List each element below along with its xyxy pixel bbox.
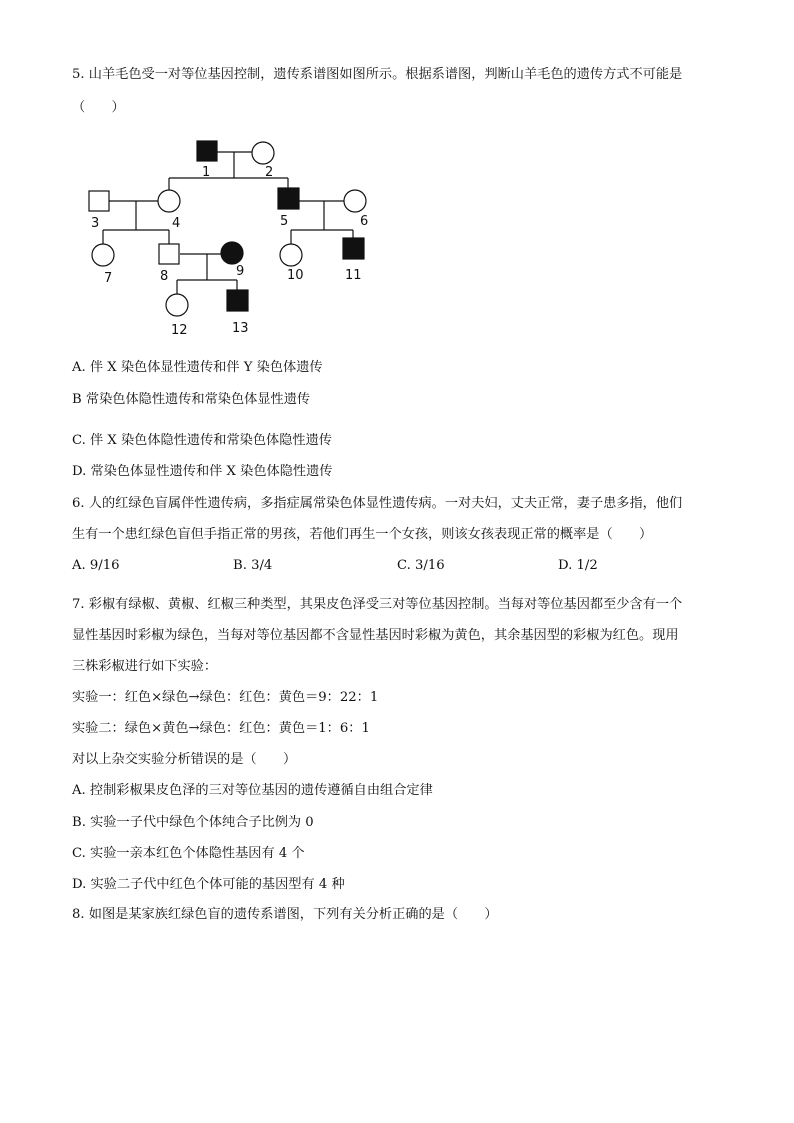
label-5: 5 (280, 214, 289, 229)
individual-9-affected-female (221, 242, 243, 264)
q6-option-d[interactable]: D. 1/2 (558, 558, 598, 573)
label-4: 4 (172, 216, 181, 231)
q6-option-c[interactable]: C. 3/16 (397, 558, 445, 573)
label-8: 8 (160, 269, 169, 284)
q7-stem-line-2: 显性基因时彩椒为绿色，当每对等位基因都不含显性基因时彩椒为黄色，其余基因型的彩椒为红色。现用 (72, 628, 679, 643)
individual-3-normal-male (89, 191, 109, 211)
label-12: 12 (171, 323, 188, 338)
individual-8-normal-male (159, 244, 179, 264)
q8-stem: 8. 如图是某家族红绿色盲的遗传系谱图，下列有关分析正确的是（ ） (72, 907, 498, 922)
q6-option-b[interactable]: B. 3/4 (233, 558, 273, 573)
q7-question: 对以上杂交实验分析错误的是（ ） (72, 752, 297, 767)
label-13: 13 (232, 321, 249, 336)
q5-option-b[interactable]: B 常染色体隐性遗传和常染色体显性遗传 (72, 392, 311, 407)
label-9: 9 (236, 264, 245, 279)
q7-stem-line-1: 7. 彩椒有绿椒、黄椒、红椒三种类型，其果皮色泽受三对等位基因控制。当每对等位基因都至少含有一个 (72, 597, 683, 612)
q5-option-a[interactable]: A. 伴 X 染色体显性遗传和伴 Y 染色体遗传 (72, 360, 323, 375)
label-10: 10 (287, 268, 304, 283)
label-2: 2 (265, 165, 274, 180)
label-11: 11 (345, 268, 362, 283)
individual-1-affected-male (197, 141, 217, 161)
label-7: 7 (104, 271, 113, 286)
q6-stem-line-1: 6. 人的红绿色盲属伴性遗传病，多指症属常染色体显性遗传病。一对夫妇，丈夫正常，妻子患多指，他们 (72, 496, 683, 511)
individual-2-normal-female (252, 142, 274, 164)
q5-option-c[interactable]: C. 伴 X 染色体隐性遗传和常染色体隐性遗传 (72, 433, 332, 448)
individual-12-normal-female (166, 294, 188, 316)
q7-option-d[interactable]: D. 实验二子代中红色个体可能的基因型有 4 种 (72, 877, 345, 892)
q5-bracket: （ ） (72, 100, 125, 115)
q7-option-b[interactable]: B. 实验一子代中绿色个体纯合子比例为 0 (72, 815, 314, 830)
individual-5-affected-male (278, 188, 299, 209)
individual-6-normal-female (344, 190, 366, 212)
q6-option-a[interactable]: A. 9/16 (72, 558, 120, 573)
individual-10-normal-female (280, 244, 302, 266)
q7-option-c[interactable]: C. 实验一亲本红色个体隐性基因有 4 个 (72, 846, 305, 861)
q5-option-d[interactable]: D. 常染色体显性遗传和伴 X 染色体隐性遗传 (72, 464, 333, 479)
label-1: 1 (202, 165, 211, 180)
q5-stem: 5. 山羊毛色受一对等位基因控制，遗传系谱图如图所示。根据系谱图，判断山羊毛色的遗传方式不可能是 (72, 67, 683, 82)
q7-stem-line-3: 三株彩椒进行如下实验： (72, 659, 218, 674)
q7-option-a[interactable]: A. 控制彩椒果皮色泽的三对等位基因的遗传遵循自由组合定律 (72, 783, 433, 798)
q6-stem-line-2: 生有一个患红绿色盲但手指正常的男孩，若他们再生一个女孩，则该女孩表现正常的概率是（ ） (72, 527, 653, 542)
individual-11-affected-male (343, 238, 364, 259)
individual-7-normal-female (92, 244, 114, 266)
label-6: 6 (360, 214, 369, 229)
individual-4-normal-female (158, 190, 180, 212)
individual-13-affected-male (227, 290, 248, 311)
label-3: 3 (91, 216, 100, 231)
q7-experiment-1: 实验一：红色×绿色→绿色：红色：黄色＝9：22：1 (72, 690, 379, 705)
q7-experiment-2: 实验二：绿色×黄色→绿色：红色：黄色＝1：6：1 (72, 721, 370, 736)
